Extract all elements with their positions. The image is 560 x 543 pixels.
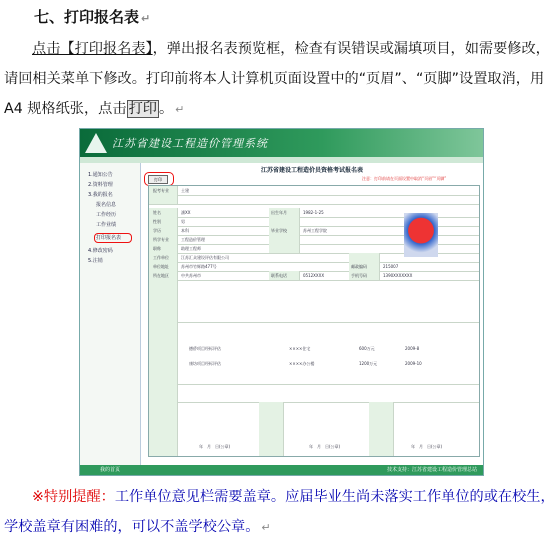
site-logo-icon xyxy=(85,133,107,153)
footer-support: 技术支持：江苏省建设工程造价管理总站 xyxy=(386,467,477,473)
sidebar-item[interactable]: 工作业绩 xyxy=(96,222,117,228)
footer-bar xyxy=(80,465,483,475)
print-button[interactable]: 打印 xyxy=(148,175,168,184)
selection-highlight xyxy=(94,233,132,243)
applicant-photo xyxy=(404,213,438,257)
reminder-label: ※特别提醒： xyxy=(32,489,115,505)
form-area xyxy=(142,163,482,465)
print-form-action: 点击【打印报名表】 xyxy=(32,41,153,57)
sidebar xyxy=(80,163,141,465)
sidebar-item-print-form[interactable]: 打印报名表 xyxy=(96,235,122,241)
special-reminder: ※特别提醒：工作单位意见栏需要盖章。应届毕业生尚未落实工作单位的或在校生，学校盖章有困难的，可以不盖学校公章。 ↵ xyxy=(4,489,555,535)
sidebar-item[interactable]: 3.我的报名 xyxy=(88,192,113,198)
form-grid: 报考专业 土建 姓名 潘XX 性别 男 学历 本科 所学专业 工程造价管理 职称 助理工程师 出生年月 1982-1-25 毕业学校 苏州工程学院 工作单位 江苏汇众建设评估有限公司 单位地址 苏州市竹辉路477号 所在地区 中共苏州市 联系电话 0512XXXX 邮政编码 215007 手机号码 1390XXXXXXX 德侨项目经标评估 ××××住宅 600万元 2009-8 康坊项目经标评估 ××××办公楼 1200万元 2009-10 年 月 日(公章) 年 月 日(公章) 年 月 日(公章) xyxy=(148,185,480,457)
print-highlight xyxy=(144,172,174,186)
sidebar-item[interactable]: 2.资料管理 xyxy=(88,182,113,188)
sidebar-item[interactable]: 4.修改密码 xyxy=(88,248,113,254)
sidebar-item[interactable]: 5.注销 xyxy=(88,258,103,264)
site-header xyxy=(80,129,483,157)
sidebar-item[interactable]: 1.通知公告 xyxy=(88,172,113,178)
registration-form-screenshot xyxy=(79,128,484,476)
form-title: 江苏省建设工程造价员资格考试报名表 xyxy=(260,167,363,174)
section-heading: 七、打印报名表 ↵ xyxy=(34,8,151,26)
print-note: 注意：打印前请在页面设置中取消“页眉”“页脚” xyxy=(362,176,447,181)
print-label: 打印 xyxy=(128,101,157,117)
sidebar-item[interactable]: 报名信息 xyxy=(96,202,117,208)
site-title: 江苏省建设工程造价管理系统 xyxy=(112,137,268,150)
sidebar-item[interactable]: 工作经历 xyxy=(96,212,117,218)
footer-home[interactable]: 我的首页 xyxy=(100,467,121,473)
instruction-paragraph: 点击【打印报名表】，弹出报名表预览框，检查有误错误或漏填项目，如需要修改，请回相关菜单下修改。打印前将本人计算机页面设置中的“页眉”、“页脚”设置取消，用 A4 规格纸张，点击 打印 。 ↵ xyxy=(4,41,550,117)
